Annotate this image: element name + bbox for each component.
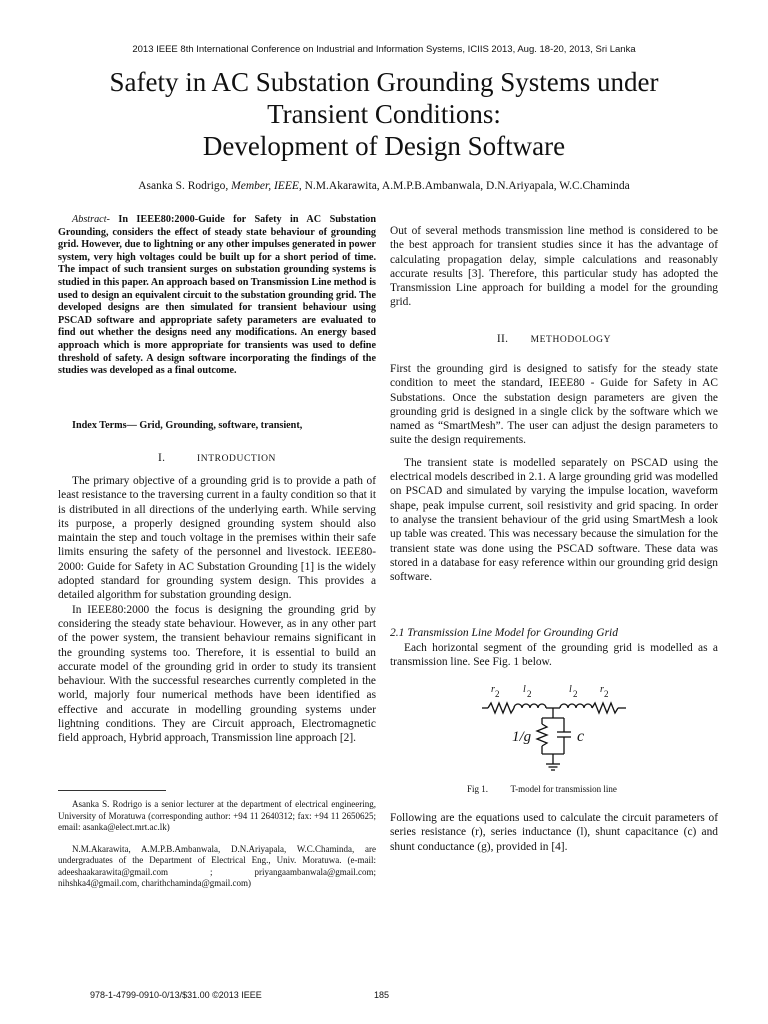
resistor-label-left: r bbox=[491, 684, 495, 695]
abstract-label: Abstract- bbox=[72, 214, 110, 225]
ground-icon bbox=[546, 764, 560, 770]
section-title: INTRODUCTION bbox=[197, 454, 277, 464]
subsection-paragraph: Each horizontal segment of the grounding grid is modelled as a transmission line. See Fig. 1 below. bbox=[390, 642, 718, 669]
resistor-label-right: r bbox=[600, 684, 604, 695]
svg-text:2: 2 bbox=[604, 689, 609, 699]
index-terms: Index Terms— Grid, Grounding, software, transient, bbox=[72, 420, 303, 431]
abstract bbox=[58, 214, 376, 378]
svg-text:2: 2 bbox=[495, 689, 500, 699]
paper-title bbox=[40, 66, 728, 162]
title-line-1: Safety in AC Substation Grounding Systems under bbox=[109, 67, 659, 97]
right-intro-paragraph: Out of several methods transmission line method is considered to be the best approach for transient studies since it has the advantage of calculating propagation delay, simple calculations and reasonably accurate results [3]. Therefore, this particular study has adopted the Transmission Line approach for building a model for the grounding grid. bbox=[390, 225, 718, 309]
section-title: METHODOLOGY bbox=[530, 335, 612, 345]
shunt-conductance bbox=[537, 724, 547, 746]
capacitance-label: c bbox=[577, 728, 585, 745]
section-number: I. bbox=[157, 452, 166, 464]
figure-caption bbox=[467, 784, 617, 794]
author-membership: Member, IEEE, bbox=[231, 180, 302, 192]
methodology-paragraph-2: The transient state is modelled separately on PSCAD using the electrical models described in 2.1. A large grounding grid was modelled on PSCAD and simulated by varying the impulse location, waveform shape, peak impulse current, soil resistivity and grid spacing. In order to analyse the transient behaviour of the grid using SmartMesh a look up table was created. This was necessary because the simulation for the transient state was done using the PSCAD software. These data was stored in a database for easy reference within our grounding grid design software. bbox=[390, 456, 718, 584]
footnote-1: Asanka S. Rodrigo is a senior lecturer at the department of electrical engineering, University of Moratuwa (corresponding author: +94 11 2640312; fax: +94 11 2650625; email: asanka@elect.mrt.ac.lk) bbox=[58, 799, 376, 832]
caption-text: T-model for transmission line bbox=[510, 784, 617, 794]
title-line-2: Transient Conditions: bbox=[267, 99, 501, 129]
methodology-paragraphs bbox=[390, 362, 718, 584]
section-heading-methodology bbox=[390, 333, 718, 345]
series-inductor-right bbox=[560, 704, 592, 708]
footnote-rule bbox=[58, 790, 166, 791]
footnotes bbox=[58, 799, 376, 890]
series-resistor-right bbox=[592, 703, 618, 713]
abstract-text: In IEEE80:2000-Guide for Safety in AC Substation Grounding, considers the effect of steady state behaviour of grounding grid. However, due to lightning or any other impulses generated in power system, very high voltages could be built up for a short period of time. The impact of such transient surges on substation grounding systems is studied in this paper. An approach based on Transmission Line method is used to design an equivalent circuit to the substation grounding grid. The developed designs are then simulated for transient behaviour using PSCAD software and appropriate safety parameters are evaluated to find out whether the designs need any modifications. An energy based approach which is more appropriate for transients was used to define threshold of safety. A design software incorporating the findings of the studies was developed as a final outcome. bbox=[58, 214, 376, 377]
series-resistor-left bbox=[488, 703, 514, 713]
subsection-heading: 2.1 Transmission Line Model for Grounding Grid bbox=[390, 627, 619, 639]
section-number: II. bbox=[496, 333, 509, 345]
t-model-circuit-figure bbox=[478, 678, 638, 778]
methodology-paragraph-1: First the grounding gird is designed to satisfy for the steady state condition to meet the standard, IEEE80 - Guide for Safety in AC Substations. Once the substation design parameters are given the grounding grid is designed in a single click by the software which we named as “SmartMesh”. The user can adjust the design parameters to suite the design requirements. bbox=[390, 363, 718, 447]
svg-text:2: 2 bbox=[573, 689, 578, 699]
page-number: 185 bbox=[374, 990, 390, 1000]
first-author: Asanka S. Rodrigo, bbox=[138, 180, 232, 192]
footer-isbn: 978-1-4799-0910-0/13/$31.00 ©2013 IEEE bbox=[90, 990, 262, 1000]
series-inductor-left bbox=[514, 704, 546, 708]
footnote-2: N.M.Akarawita, A.M.P.B.Ambanwala, D.N.Ariyapala, W.C.Chaminda, are undergraduates of the Department of Electrical Eng., Univ. Moratuwa. (e-mail: adeeshaakarawita@gmail.com ; priyangaambanwala@gmail.com; nihshka4@gmail.com, charithchaminda@gmail.com) bbox=[58, 843, 376, 888]
svg-text:2: 2 bbox=[527, 689, 532, 699]
other-authors: N.M.Akarawita, A.M.P.B.Ambanwala, D.N.Ariyapala, W.C.Chaminda bbox=[301, 180, 630, 192]
intro-paragraph-1: The primary objective of a grounding grid is to provide a path of least resistance to the traversing current in a faulty condition so that it is distributed in all directions of the underlying earth. While serving its purpose, a properly designed grounding system should also maintain the step and touch voltage in the premises within their safe limits ensuring the safety of the personnel and livestock. IEEE80-2000: Guide for Safety in AC Substation Grounding [1] is the widely adopted standard for grounding system design. This provides a detailed algorithm for substation grounding design. bbox=[58, 475, 376, 602]
caption-number: Fig 1. bbox=[467, 784, 489, 794]
conference-header: 2013 IEEE 8th International Conference on Industrial and Information Systems, ICIIS 2013, Aug. 18-20, 2013, Sri Lanka bbox=[132, 44, 636, 55]
author-list bbox=[40, 180, 728, 192]
conductance-label: 1/g bbox=[512, 729, 532, 745]
intro-paragraphs bbox=[58, 474, 376, 746]
inductor-label-right: l bbox=[569, 684, 572, 695]
title-line-3: Development of Design Software bbox=[202, 131, 566, 161]
equations-intro-paragraph: Following are the equations used to calculate the circuit parameters of series resistance (r), series inductance (l), shunt capacitance (c) and shunt conductance (g), provided in [4]. bbox=[390, 812, 718, 853]
intro-paragraph-2: In IEEE80:2000 the focus is designing the grounding grid by considering the steady state behaviour. However, as in any other part of the power system, the transient behaviour remains significant in the grounding systems too. Therefore, it is essential to build an accurate model of the grounding grid in order to study its transient behaviour. With the successful researches currently completed in the world, majorly four numerical methods have been identified as effective and accurate in modelling grounding systems under lightning conditions. They are Circuit approach, Electromagnetic field approach, Hybrid approach, Transmission line approach [2]. bbox=[58, 603, 376, 745]
section-heading-introduction bbox=[58, 452, 376, 464]
inductor-label-left: l bbox=[523, 684, 526, 695]
